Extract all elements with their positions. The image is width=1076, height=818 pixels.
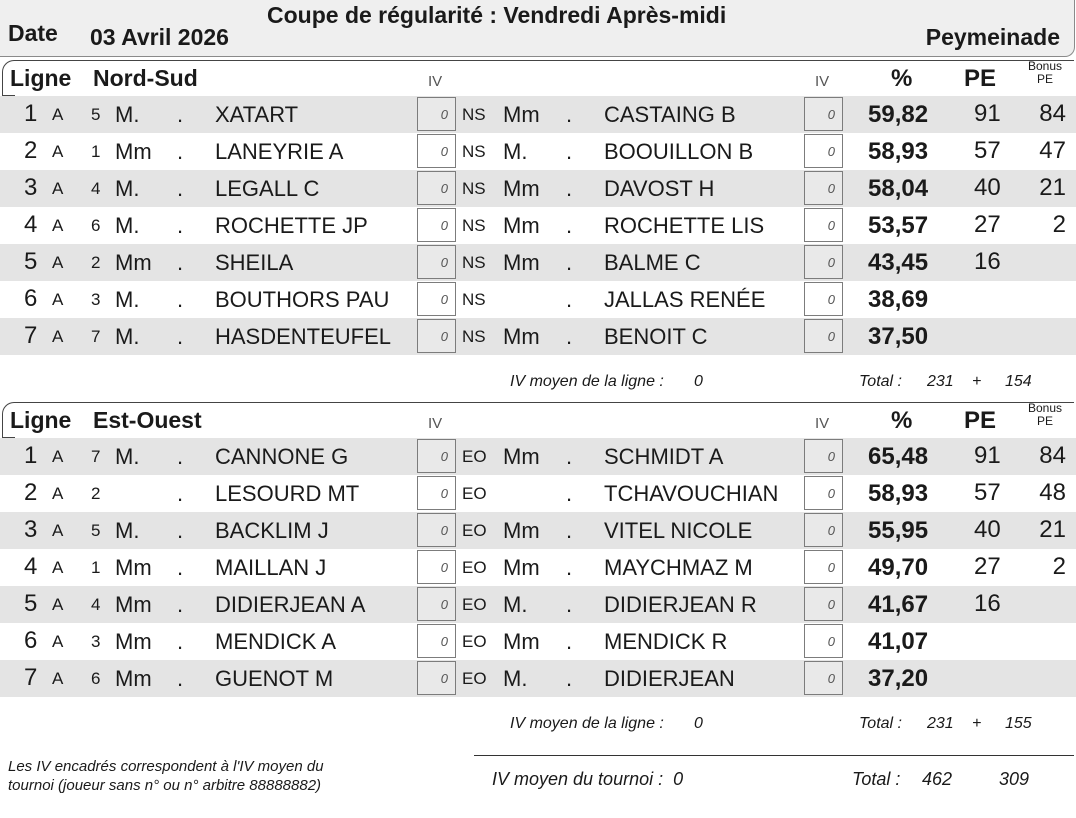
pe-points: 16 [974,248,1001,275]
player2-iv-value: 0 [827,292,835,307]
table-row [0,660,1076,697]
player1-iv-box [417,550,456,584]
direction-code: EO [462,669,487,688]
player2-separator: . [566,176,573,201]
pe-points: 40 [974,516,1001,543]
player2-iv-box [804,513,843,547]
table-row [0,586,1076,623]
player2-separator: . [566,592,573,617]
player2-separator: . [566,518,573,543]
player2-iv-value: 0 [827,255,835,270]
page-title: Coupe de régularité : Vendredi Après-midi [267,2,727,28]
player2-iv-value: 0 [827,597,835,612]
player1-title: Mm [115,629,152,654]
table-row [0,475,1076,512]
bonus-pe: 2 [1052,553,1066,580]
player2-iv-value: 0 [827,107,835,122]
player1-title: M. [115,324,140,349]
pair-number: 5 [91,521,101,540]
pair-number: 7 [91,447,101,466]
player1-iv-value: 0 [440,560,448,575]
line-iv-value: 0 [694,373,703,390]
direction-code: EO [462,632,487,651]
player2-name: DAVOST H [604,176,715,201]
player2-title: Mm [503,518,540,543]
group-letter: A [52,105,64,124]
bonus-pe: 47 [1039,137,1066,164]
pair-number: 2 [91,484,101,503]
line-iv-label: IV moyen de la ligne : [510,715,664,732]
group-letter: A [52,142,64,161]
group-letter: A [52,327,64,346]
tournament-iv [492,769,683,790]
player1-iv-box [417,587,456,621]
player1-iv-box [417,208,456,242]
percentage: 58,04 [868,175,929,202]
player2-iv-box [804,208,843,242]
pair-number: 5 [91,105,101,124]
group-letter: A [52,558,64,577]
player2-separator: . [566,213,573,238]
player1-separator: . [177,629,184,654]
player2-iv-box [804,134,843,168]
section-est-ouest [0,401,1076,732]
rank: 5 [24,590,38,617]
player2-separator: . [566,666,573,691]
player1-name: MAILLAN J [215,555,327,580]
player1-separator: . [177,481,184,506]
player1-title: M. [115,213,140,238]
player1-iv-value: 0 [440,329,448,344]
player1-iv-value: 0 [440,486,448,501]
rank: 2 [24,137,38,164]
player1-name: HASDENTEUFEL [215,324,392,349]
player1-iv-box [417,439,456,473]
player1-title: M. [115,518,140,543]
player2-name: VITEL NICOLE [604,518,753,543]
player2-title: M. [503,666,528,691]
player1-title: Mm [115,592,152,617]
player2-name: TCHAVOUCHIAN [604,481,779,506]
table-row [0,281,1076,318]
bonus-pe: 48 [1039,479,1066,506]
player1-title: M. [115,287,140,312]
direction-code: NS [462,327,486,346]
player2-name: SCHMIDT A [604,444,724,469]
direction-code: NS [462,290,486,309]
pe-points: 16 [974,590,1001,617]
pair-number: 4 [91,179,101,198]
player1-iv-value: 0 [440,523,448,538]
player2-title: Mm [503,629,540,654]
percentage: 43,45 [868,249,929,276]
table-row [0,623,1076,660]
percentage: 65,48 [868,443,929,470]
player1-name: MENDICK A [215,629,337,654]
bonus-header-line-1: Bonus [1027,59,1063,73]
player2-name: JALLAS RENÉE [604,287,766,312]
player2-title: M. [503,139,528,164]
player2-title: Mm [503,324,540,349]
line-total-label: Total : [859,373,902,390]
player2-iv-box [804,97,843,131]
player2-iv-box [804,439,843,473]
player1-iv-box [417,134,456,168]
player1-separator: . [177,139,184,164]
direction-code: EO [462,484,487,503]
player1-title: Mm [115,250,152,275]
player2-separator: . [566,250,573,275]
iv-column-header: IV [815,73,830,90]
player1-name: LESOURD MT [215,481,360,506]
table-row [0,207,1076,244]
tournament-total-label: Total : [852,769,901,789]
pair-number: 3 [91,290,101,309]
rank: 4 [24,553,38,580]
pe-points: 27 [974,553,1001,580]
percentage: 58,93 [868,480,929,507]
pe-points: 27 [974,211,1001,238]
player2-iv-value: 0 [827,523,835,538]
player2-title: Mm [503,176,540,201]
line-iv-value: 0 [694,715,703,732]
bonus-pe-column-header [1022,60,1068,86]
player2-name: BOOUILLON B [604,139,754,164]
bonus-pe-column-header [1022,402,1068,428]
player2-iv-box [804,624,843,658]
player1-name: XATART [215,102,299,127]
group-letter: A [52,216,64,235]
player1-name: DIDIERJEAN A [215,592,366,617]
table-row [0,133,1076,170]
rank: 3 [24,516,38,543]
player1-title: M. [115,444,140,469]
tournament-total-bonus: 309 [999,769,1030,789]
player1-title: Mm [115,666,152,691]
pair-number: 1 [91,142,101,161]
direction-code: NS [462,142,486,161]
player2-separator: . [566,555,573,580]
player2-iv-box [804,550,843,584]
group-letter: A [52,669,64,688]
player2-name: DIDIERJEAN R [604,592,757,617]
percentage: 58,93 [868,138,929,165]
percent-column-header: % [891,407,913,434]
section-header [0,60,1076,96]
line-total-pe: 231 [927,715,954,732]
direction-code: EO [462,447,487,466]
percentage: 37,20 [868,665,929,692]
player2-separator: . [566,139,573,164]
player1-title: M. [115,176,140,201]
player2-title: Mm [503,555,540,580]
player1-separator: . [177,213,184,238]
rank: 2 [24,479,38,506]
player2-name: ROCHETTE LIS [604,213,765,238]
bonus-header-line-1: Bonus [1027,401,1063,415]
percentage: 41,67 [868,591,929,618]
group-letter: A [52,484,64,503]
player2-separator: . [566,102,573,127]
player1-title: M. [115,102,140,127]
ligne-label: Ligne [10,407,72,433]
table-row [0,512,1076,549]
line-iv-label: IV moyen de la ligne : [510,373,664,390]
bonus-pe: 84 [1039,100,1066,127]
line-total-bonus: 154 [1005,373,1032,390]
player2-title: Mm [503,213,540,238]
table-row [0,438,1076,475]
section-header [0,402,1076,438]
player2-name: BENOIT C [604,324,708,349]
footnote-line-1: Les IV encadrés correspondent à l'IV moyen du [8,758,324,775]
bonus-pe: 84 [1039,442,1066,469]
player1-separator: . [177,666,184,691]
date-value: 03 Avril 2026 [90,24,229,50]
line-total-plus: + [972,715,982,732]
player2-title: Mm [503,102,540,127]
line-total-plus: + [972,373,982,390]
pe-column-header: PE [964,65,997,92]
player2-separator: . [566,324,573,349]
player1-name: SHEILA [215,250,294,275]
player1-iv-box [417,171,456,205]
player2-title: Mm [503,250,540,275]
player1-name: GUENOT M [215,666,334,691]
player2-separator: . [566,629,573,654]
player2-iv-value: 0 [827,486,835,501]
group-letter: A [52,253,64,272]
percentage: 59,82 [868,101,929,128]
pair-number: 7 [91,327,101,346]
tournament-total-pe: 462 [922,769,953,789]
percentage: 38,69 [868,286,929,313]
percentage: 53,57 [868,212,929,239]
direction-code: NS [462,216,486,235]
player2-separator: . [566,481,573,506]
player1-name: BOUTHORS PAU [215,287,390,312]
direction-code: NS [462,105,486,124]
bonus-header-line-2: PE [1036,72,1053,86]
group-letter: A [52,632,64,651]
pair-number: 3 [91,632,101,651]
direction-code: EO [462,595,487,614]
player2-iv-box [804,661,843,695]
player1-iv-value: 0 [440,671,448,686]
player1-separator: . [177,518,184,543]
player2-iv-box [804,282,843,316]
direction-code: NS [462,253,486,272]
table-row [0,244,1076,281]
direction-label: Est-Ouest [93,407,202,433]
bonus-pe: 21 [1039,174,1066,201]
line-total-label: Total : [859,715,902,732]
line-total-pe: 231 [927,373,954,390]
tournament-iv-value: 0 [673,769,684,789]
pair-number: 2 [91,253,101,272]
table-row [0,318,1076,355]
rank: 1 [24,100,38,127]
direction-label: Nord-Sud [93,65,198,91]
player1-iv-box [417,97,456,131]
pe-points: 40 [974,174,1001,201]
pair-number: 6 [91,669,101,688]
table-row [0,170,1076,207]
player2-separator: . [566,287,573,312]
player1-iv-box [417,624,456,658]
table-row [0,549,1076,586]
percentage: 49,70 [868,554,929,581]
player1-iv-box [417,661,456,695]
player1-iv-value: 0 [440,181,448,196]
tournament-iv-label: IV moyen du tournoi : [492,769,664,789]
table-row [0,96,1076,133]
rank: 4 [24,211,38,238]
player1-iv-box [417,282,456,316]
percent-column-header: % [891,65,913,92]
group-letter: A [52,447,64,466]
player1-title: Mm [115,555,152,580]
rank: 6 [24,285,38,312]
player1-iv-box [417,245,456,279]
player2-name: DIDIERJEAN [604,666,735,691]
player2-iv-box [804,319,843,353]
player2-name: MAYCHMAZ M [604,555,753,580]
player2-iv-value: 0 [827,449,835,464]
player2-iv-value: 0 [827,671,835,686]
player2-iv-box [804,171,843,205]
club-name: Peymeinade [925,24,1060,50]
ligne-label: Ligne [10,65,72,91]
player1-title: Mm [115,139,152,164]
player1-name: BACKLIM J [215,518,329,543]
bonus-header-line-2: PE [1036,414,1053,428]
rank: 7 [24,664,38,691]
player2-title: Mm [503,444,540,469]
player1-separator: . [177,555,184,580]
pe-column-header: PE [964,407,997,434]
rank: 3 [24,174,38,201]
direction-code: EO [462,521,487,540]
player1-iv-value: 0 [440,449,448,464]
player1-name: CANNONE G [215,444,349,469]
player1-separator: . [177,324,184,349]
group-letter: A [52,290,64,309]
player2-iv-value: 0 [827,560,835,575]
player2-name: CASTAING B [604,102,736,127]
rank: 5 [24,248,38,275]
player2-iv-value: 0 [827,144,835,159]
date-label: Date [8,20,58,46]
player2-iv-box [804,245,843,279]
player1-separator: . [177,250,184,275]
pair-number: 6 [91,216,101,235]
footnote-line-2: tournoi (joueur sans n° ou n° arbitre 88888882) [8,777,322,794]
rank: 1 [24,442,38,469]
player2-iv-box [804,587,843,621]
pe-points: 91 [974,442,1001,469]
page-header [0,0,1075,57]
player2-iv-box [804,476,843,510]
bonus-pe: 21 [1039,516,1066,543]
pair-number: 4 [91,595,101,614]
player2-iv-value: 0 [827,634,835,649]
player2-name: MENDICK R [604,629,728,654]
player2-separator: . [566,444,573,469]
player2-title: M. [503,592,528,617]
player1-name: ROCHETTE JP [215,213,368,238]
player2-iv-value: 0 [827,181,835,196]
iv-column-header: IV [428,415,443,432]
iv-column-header: IV [428,73,443,90]
iv-column-header: IV [815,415,830,432]
percentage: 41,07 [868,628,929,655]
player1-iv-value: 0 [440,634,448,649]
player2-iv-value: 0 [827,329,835,344]
player1-separator: . [177,444,184,469]
section-nord-sud [0,59,1076,390]
player1-separator: . [177,102,184,127]
footer-divider [474,755,1074,756]
player1-iv-box [417,319,456,353]
pe-points: 91 [974,100,1001,127]
player1-iv-value: 0 [440,292,448,307]
player1-iv-value: 0 [440,107,448,122]
player1-iv-value: 0 [440,597,448,612]
percentage: 55,95 [868,517,929,544]
player2-iv-value: 0 [827,218,835,233]
player1-separator: . [177,287,184,312]
footnote [8,757,324,795]
player1-separator: . [177,176,184,201]
pair-number: 1 [91,558,101,577]
direction-code: NS [462,179,486,198]
group-letter: A [52,521,64,540]
group-letter: A [52,179,64,198]
player1-name: LANEYRIE A [215,139,344,164]
player1-name: LEGALL C [215,176,320,201]
pe-points: 57 [974,137,1001,164]
rank: 6 [24,627,38,654]
player1-iv-value: 0 [440,218,448,233]
player2-name: BALME C [604,250,701,275]
player1-separator: . [177,592,184,617]
player1-iv-value: 0 [440,144,448,159]
player1-iv-value: 0 [440,255,448,270]
line-total-bonus: 155 [1005,715,1032,732]
player1-iv-box [417,476,456,510]
percentage: 37,50 [868,323,929,350]
group-letter: A [52,595,64,614]
bonus-pe: 2 [1052,211,1066,238]
direction-code: EO [462,558,487,577]
rank: 7 [24,322,38,349]
player1-iv-box [417,513,456,547]
pe-points: 57 [974,479,1001,506]
